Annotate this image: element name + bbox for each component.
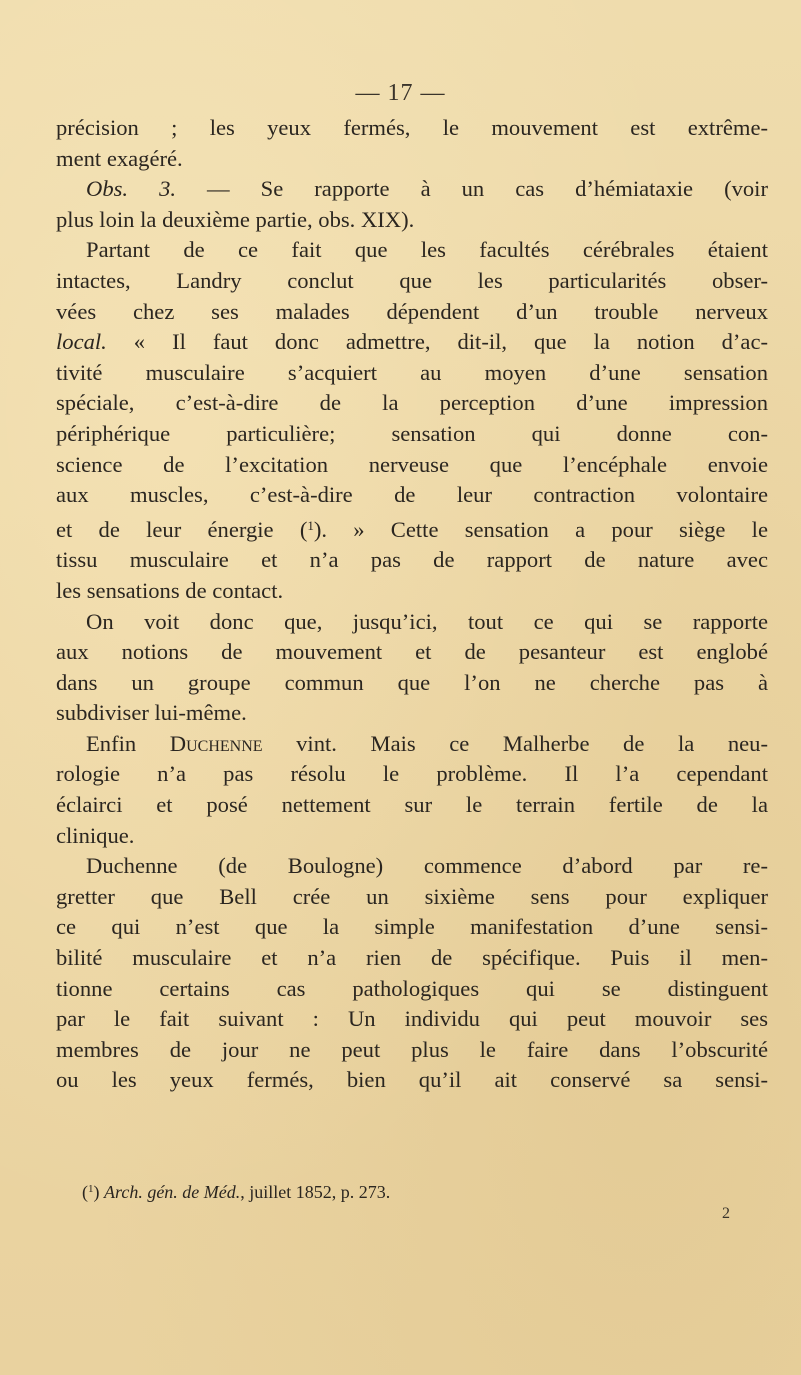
text-line: les sensations de contact. — [56, 577, 284, 603]
text-line — [56, 511, 768, 546]
footnote-close: ) — [93, 1182, 104, 1202]
text-line: subdiviser lui-même. — [56, 700, 247, 726]
signature-mark: 2 — [722, 1205, 730, 1222]
text-line: clinique. — [56, 822, 135, 848]
footnote-open: ( — [82, 1182, 88, 1202]
text-line: par le fait suivant : Un individu qui peut mouvoir ses — [56, 1006, 768, 1032]
text-line: plus loin la deuxième partie, obs. XIX). — [56, 206, 415, 232]
text-line: précision ; les yeux fermés, le mouvement est extrême- — [56, 115, 768, 140]
footnote-reference: 1 — [307, 517, 314, 533]
text-line: tionne certains cas pathologiques qui se distinguent — [56, 975, 768, 1001]
text-segment: ). » Cette sensation a pour siège le — [313, 516, 768, 542]
footnote-details: , juillet 1852, p. 273. — [240, 1182, 391, 1202]
text-line: tivité musculaire s’acquiert au moyen d’une sensation — [56, 359, 768, 385]
text-segment: — Se rapporte à un cas d’hémiataxie (voir — [176, 176, 768, 202]
observation-label: Obs. 3. — [86, 176, 177, 202]
text-line: aux muscles, c’est-à-dire de leur contraction volontaire — [56, 482, 768, 508]
text-segment: « Il faut donc admettre, dit-il, que la notion d’ac- — [106, 329, 768, 355]
text-line: vées chez ses malades dépendent d’un trouble nerveux — [56, 298, 768, 324]
footnote-marker: 1 — [88, 1183, 94, 1195]
footnote-source: Arch. gén. de Méd. — [104, 1182, 241, 1202]
body-text — [56, 113, 768, 1096]
text-line: ou les yeux fermés, bien qu’il ait conservé sa sensi- — [56, 1067, 768, 1093]
text-line: bilité musculaire et n’a rien de spécifique. Puis il men- — [56, 945, 768, 971]
text-line: gretter que Bell crée un sixième sens pour expliquer — [56, 883, 768, 909]
author-name: Duchenne — [169, 730, 263, 756]
text-line: On voit donc que, jusqu’ici, tout ce qui se rapporte — [86, 608, 768, 634]
text-line: Partant de ce fait que les facultés cérébrales étaient — [86, 237, 768, 263]
italic-word: local. — [56, 329, 107, 355]
text-line — [56, 729, 768, 760]
text-line: Duchenne (de Boulogne) commence d’abord par re- — [86, 853, 768, 879]
text-line: rologie n’a pas résolu le problème. Il l’a cependant — [56, 761, 768, 787]
text-line: périphérique particulière; sensation qui donne con- — [56, 420, 768, 446]
text-line: éclairci et posé nettement sur le terrain fertile de la — [56, 792, 768, 818]
text-line — [56, 174, 768, 205]
text-line — [56, 327, 768, 358]
text-line: ce qui n’est que la simple manifestation d’une sensi- — [56, 914, 768, 940]
text-line: membres de jour ne peut plus le faire dans l’obscurité — [56, 1036, 768, 1062]
text-segment: et de leur énergie ( — [56, 516, 308, 542]
text-line: spéciale, c’est-à-dire de la perception d’une impression — [56, 390, 768, 416]
text-line: tissu musculaire et n’a pas de rapport de nature avec — [56, 547, 768, 573]
text-line: intactes, Landry conclut que les particularités obser- — [56, 267, 768, 293]
text-line: science de l’excitation nerveuse que l’encéphale envoie — [56, 451, 768, 477]
page-number: — 17 — — [355, 80, 446, 106]
text-segment: Enfin — [86, 730, 170, 756]
footnote — [82, 1178, 390, 1203]
text-line: ment exagéré. — [56, 145, 183, 171]
text-line: dans un groupe commun que l’on ne cherche pas à — [56, 669, 768, 695]
text-segment: vint. Mais ce Malherbe de la neu- — [262, 730, 768, 756]
text-line: aux notions de mouvement et de pesanteur est englobé — [56, 639, 768, 665]
